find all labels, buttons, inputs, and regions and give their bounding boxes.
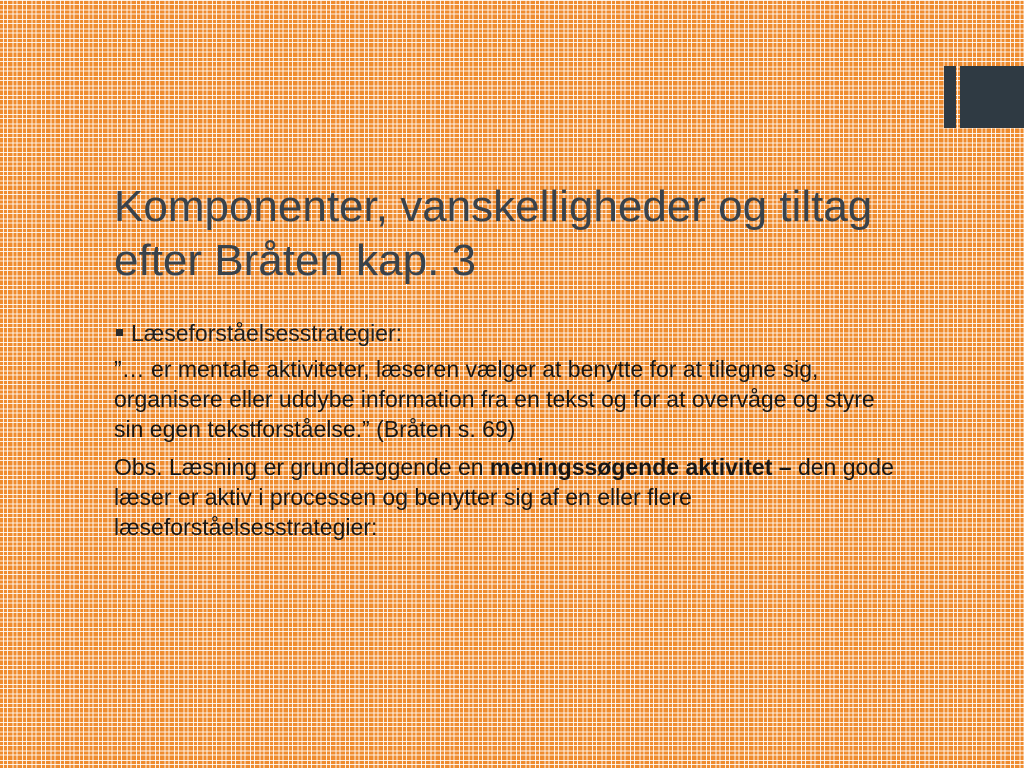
- corner-bar-thin: [944, 66, 956, 128]
- corner-bar-wide: [960, 66, 1024, 128]
- square-bullet-icon: [116, 329, 123, 336]
- obs-text-bold: meningssøgende aktivitet –: [489, 454, 798, 480]
- corner-bar-decoration: [944, 66, 1024, 128]
- bullet-text: Læseforståelsesstrategier:: [131, 320, 403, 346]
- obs-paragraph: [114, 452, 904, 542]
- obs-text-end: den gode læser er aktiv i processen og benytter sig af en eller flere læseforståelsesstrategier:: [114, 454, 894, 540]
- obs-text-start: Obs. Læsning er grundlæggende en: [114, 454, 490, 480]
- slide-title: Komponenter, vanskelligheder og tiltag efter Bråten kap. 3: [114, 182, 873, 285]
- bullet-item: [116, 318, 904, 348]
- slide-body: [114, 318, 904, 550]
- quote-paragraph: ”… er mentale aktiviteter, læseren vælger at benytte for at tilegne sig, organisere eller uddybe information fra en tekst og for at overvåge og styre sin egen tekstforståelse.” (Bråten s. 69): [114, 356, 875, 442]
